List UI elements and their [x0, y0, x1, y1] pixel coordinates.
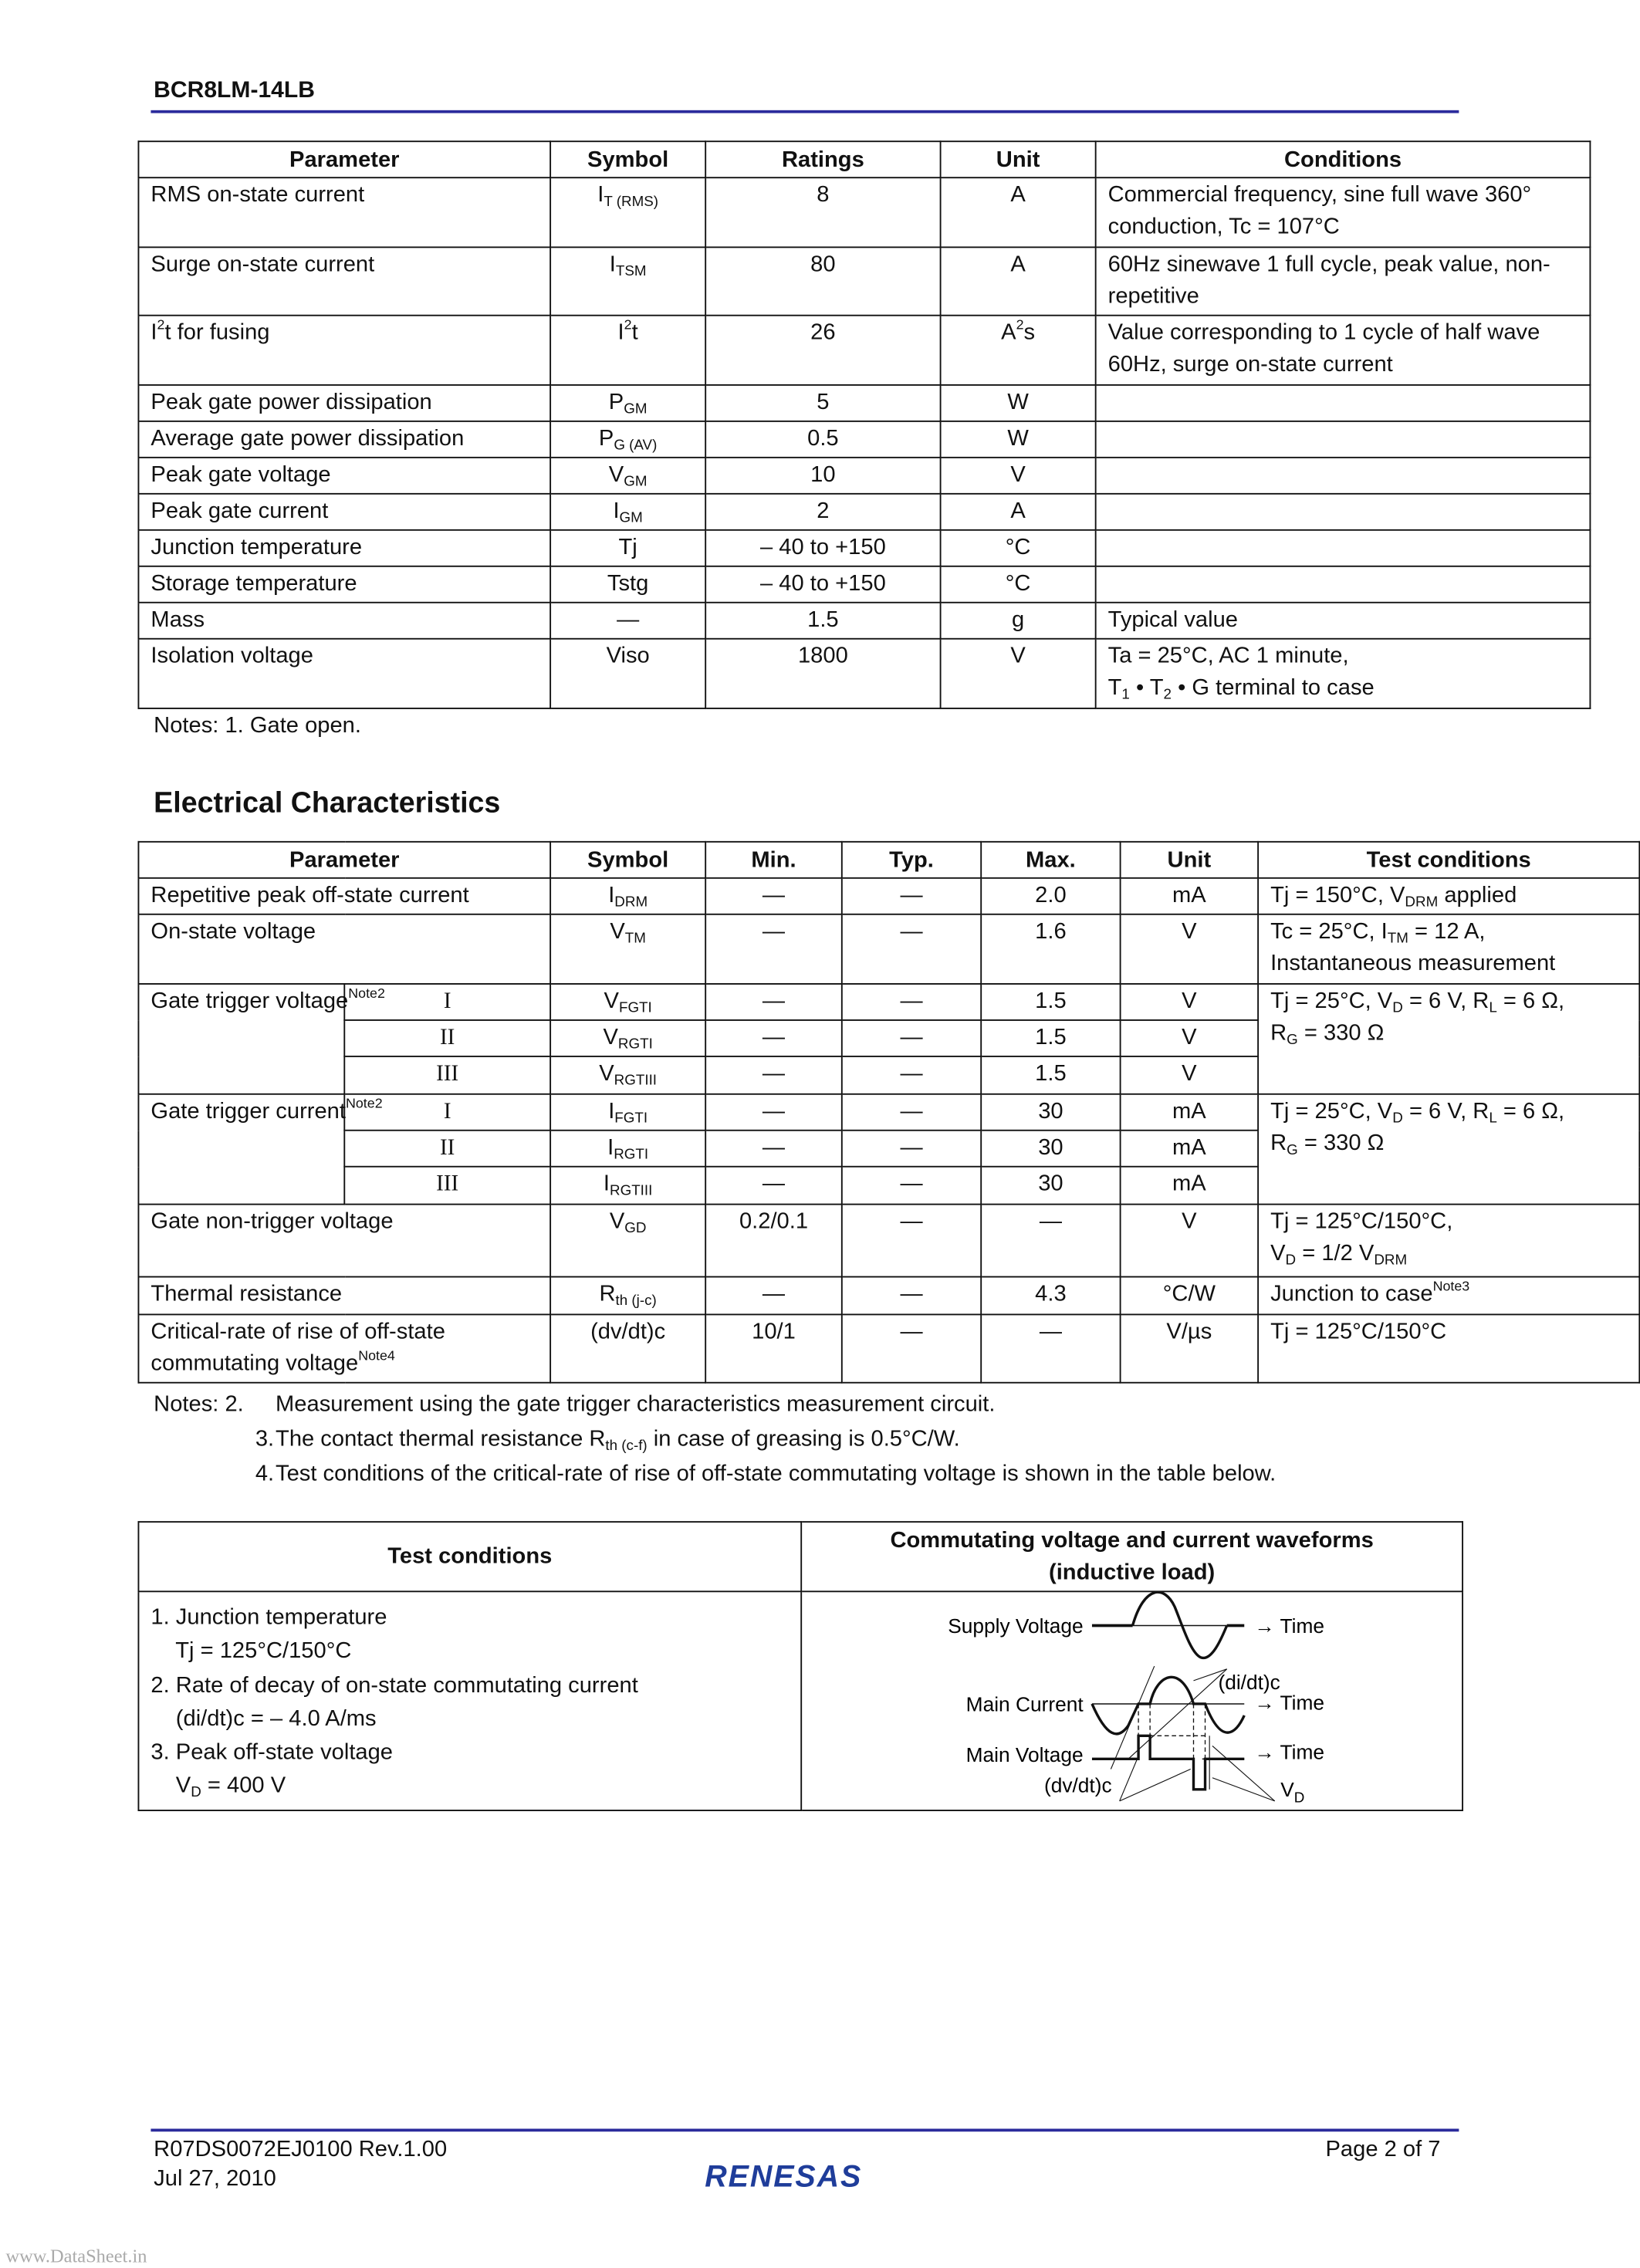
conditions: Ta = 25°C, AC 1 minute, $T_1$ • $T_2$ • G terminal to case	[1096, 639, 1591, 708]
unit: °C	[941, 530, 1096, 566]
symbol: Tstg	[550, 566, 705, 603]
column-header: Min.	[705, 842, 842, 878]
symbol: Viso	[550, 639, 705, 708]
supply-voltage-waveform	[1092, 1592, 1244, 1658]
vd-condition: $V_D = 400$ V	[150, 1774, 286, 1802]
mode: II	[344, 1131, 550, 1167]
mode: I	[344, 1094, 550, 1131]
max: 1.5	[981, 1020, 1120, 1056]
condition-line: 1. Junction temperature	[150, 1605, 387, 1631]
unit: °C	[941, 566, 1096, 603]
unit: W	[941, 421, 1096, 458]
max: 30	[981, 1131, 1120, 1167]
note	[154, 1388, 1276, 1422]
note-label: Notes: 2.	[154, 1391, 244, 1417]
column-header: Test conditions	[1258, 842, 1639, 878]
table-row	[138, 984, 1639, 1020]
max: —	[981, 1205, 1120, 1277]
symbol: $I_{GM}$	[550, 494, 705, 530]
mode: I	[344, 984, 550, 1020]
rating: 26	[705, 316, 940, 385]
condition-line: Tj = 125°C/150°C	[150, 1638, 352, 1664]
test-conditions: Tj = 25°C, $V_D = 6$ V, $R_L = 6$ Ω, $R_G = 330$ Ω	[1258, 984, 1639, 1094]
parameter: Storage temperature	[138, 566, 550, 603]
table-row	[138, 1314, 1639, 1382]
symbol: $V_{RGTIII}$	[550, 1056, 705, 1094]
header-test-conditions: Test conditions	[138, 1522, 801, 1591]
parameter: Gate non-trigger voltage	[138, 1205, 550, 1277]
max: 1.5	[981, 984, 1120, 1020]
parameter: Thermal resistance	[138, 1277, 550, 1315]
test-conditions: Tj = 150°C, $V_{DRM}$ applied	[1258, 878, 1639, 914]
document-number: R07DS0072EJ0100 Rev.1.00	[154, 2137, 448, 2162]
symbol: $V_{RGTI}$	[550, 1020, 705, 1056]
unit: V	[1121, 1205, 1259, 1277]
unit: V	[941, 458, 1096, 494]
parameter: Gate trigger voltage$^{Note2}$	[138, 984, 344, 1094]
symbol: $V_{GD}$	[550, 1205, 705, 1277]
header-waveforms: Commutating voltage and current waveforms (inductive load)	[801, 1522, 1462, 1591]
unit: A	[941, 177, 1096, 247]
unit: mA	[1121, 1167, 1259, 1205]
unit: g	[941, 603, 1096, 639]
note-text: Test conditions of the critical-rate of rise of off-state commutating voltage is shown in the table below.	[276, 1462, 1276, 1487]
table-row	[138, 247, 1590, 315]
note-label: 3.	[255, 1427, 275, 1452]
ratings-notes: Notes: 1. Gate open.	[154, 713, 361, 739]
conditions	[1096, 530, 1591, 566]
min: —	[705, 1094, 842, 1131]
waveform-svg	[802, 1592, 1463, 1811]
table-row	[138, 530, 1590, 566]
max: 1.6	[981, 914, 1120, 984]
typ: —	[842, 1020, 981, 1056]
conditions: Commercial frequency, sine full wave 360° conduction, Tc = 107°C	[1096, 177, 1591, 247]
page-number: Page 2 of 7	[1325, 2137, 1441, 2162]
max: 30	[981, 1167, 1120, 1205]
mode: III	[344, 1167, 550, 1205]
label-vd: $V_D$	[1280, 1778, 1305, 1806]
rating: – 40 to +150	[705, 530, 940, 566]
symbol: $V_{TM}$	[550, 914, 705, 984]
electrical-notes	[154, 1388, 1276, 1492]
note-text: Measurement using the gate trigger characteristics measurement circuit.	[276, 1391, 996, 1417]
label-time-1: → Time	[1254, 1614, 1325, 1638]
symbol: $I_{RGTI}$	[550, 1131, 705, 1167]
conditions	[1096, 458, 1591, 494]
column-header: Typ.	[842, 842, 981, 878]
column-header: Conditions	[1096, 141, 1591, 177]
document-date: Jul 27, 2010	[154, 2166, 276, 2192]
mode: II	[344, 1020, 550, 1056]
typ: —	[842, 1205, 981, 1277]
parameter: Peak gate voltage	[138, 458, 550, 494]
typ: —	[842, 878, 981, 914]
table-row	[138, 494, 1590, 530]
table-row	[138, 639, 1590, 708]
condition-line: 3. Peak off-state voltage	[150, 1740, 394, 1766]
table-row	[138, 177, 1590, 247]
table-row	[138, 603, 1590, 639]
label-main-current: Main Current	[965, 1692, 1084, 1716]
rating: 10	[705, 458, 940, 494]
min: 0.2/0.1	[705, 1205, 842, 1277]
test-conditions: Junction to case$^{Note3}$	[1258, 1277, 1639, 1315]
symbol: —	[550, 603, 705, 639]
column-header: Symbol	[550, 141, 705, 177]
rating: 8	[705, 177, 940, 247]
symbol: $V_{FGTI}$	[550, 984, 705, 1020]
unit: A	[941, 494, 1096, 530]
table-row	[138, 421, 1590, 458]
parameter: Peak gate current	[138, 494, 550, 530]
test-conditions: Tj = 125°C/150°C, $V_D = 1/2$ $V_{DRM}$	[1258, 1205, 1639, 1277]
symbol: $V_{GM}$	[550, 458, 705, 494]
maximum-ratings-table	[138, 140, 1591, 709]
header-rule	[150, 110, 1459, 113]
header-row	[138, 842, 1639, 878]
typ: —	[842, 1314, 981, 1382]
note-text: The contact thermal resistance $R_{th (c-f)}$ in case of greasing is 0.5°C/W.	[276, 1427, 960, 1455]
typ: —	[842, 1131, 981, 1167]
min: —	[705, 1020, 842, 1056]
symbol: $P_{GM}$	[550, 385, 705, 421]
conditions: Typical value	[1096, 603, 1591, 639]
min: —	[705, 1131, 842, 1167]
typ: —	[842, 1056, 981, 1094]
conditions: Value corresponding to 1 cycle of half wave 60Hz, surge on-state current	[1096, 316, 1591, 385]
condition-line: 2. Rate of decay of on-state commutating current	[150, 1672, 638, 1698]
condition-line: (di/dt)c = – 4.0 A/ms	[150, 1706, 377, 1732]
column-header: Unit	[1121, 842, 1259, 878]
min: —	[705, 1277, 842, 1315]
column-header: Parameter	[138, 141, 550, 177]
table-row	[138, 1094, 1639, 1131]
table-row	[138, 458, 1590, 494]
mode: III	[344, 1056, 550, 1094]
symbol: (dv/dt)c	[550, 1314, 705, 1382]
electrical-characteristics-table	[138, 841, 1640, 1384]
max: 30	[981, 1094, 1120, 1131]
table-row	[138, 385, 1590, 421]
typ: —	[842, 914, 981, 984]
parameter: Critical-rate of rise of off-state commutating voltage$^{Note4}$	[138, 1314, 550, 1382]
table-row	[138, 566, 1590, 603]
parameter: $I^2t$ for fusing	[138, 316, 550, 385]
unit: V/µs	[1121, 1314, 1259, 1382]
note	[154, 1457, 1276, 1492]
min: —	[705, 878, 842, 914]
label-time-2: → Time	[1254, 1691, 1325, 1715]
max: —	[981, 1314, 1120, 1382]
parameter: Gate trigger current$^{Note2}$	[138, 1094, 344, 1205]
conditions: 60Hz sinewave 1 full cycle, peak value, non-repetitive	[1096, 247, 1591, 315]
column-header: Ratings	[705, 141, 940, 177]
unit: V	[1121, 1056, 1259, 1094]
symbol: $I_{T (RMS)}$	[550, 177, 705, 247]
symbol: Tj	[550, 530, 705, 566]
symbol: $R_{th (j-c)}$	[550, 1277, 705, 1315]
unit: V	[941, 639, 1096, 708]
renesas-logo: RENESAS	[705, 2160, 863, 2195]
column-header: Parameter	[138, 842, 550, 878]
parameter: Peak gate power dissipation	[138, 385, 550, 421]
max: 2.0	[981, 878, 1120, 914]
rating: 1.5	[705, 603, 940, 639]
unit: $A^2s$	[941, 316, 1096, 385]
watermark: www.DataSheet.in	[5, 2244, 147, 2267]
commutation-test-table	[138, 1521, 1463, 1811]
conditions	[1096, 385, 1591, 421]
column-header: Max.	[981, 842, 1120, 878]
typ: —	[842, 984, 981, 1020]
typ: —	[842, 1094, 981, 1131]
unit: V	[1121, 984, 1259, 1020]
table-row	[138, 1277, 1639, 1315]
unit: mA	[1121, 878, 1259, 914]
typ: —	[842, 1277, 981, 1315]
unit: A	[941, 247, 1096, 315]
max: 4.3	[981, 1277, 1120, 1315]
header-row	[138, 141, 1590, 177]
max: 1.5	[981, 1056, 1120, 1094]
unit: V	[1121, 914, 1259, 984]
symbol: $I_{FGTI}$	[550, 1094, 705, 1131]
parameter: Mass	[138, 603, 550, 639]
waveform-diagram	[801, 1591, 1462, 1810]
min: 10/1	[705, 1314, 842, 1382]
symbol: $P_{G (AV)}$	[550, 421, 705, 458]
note-label: 4.	[255, 1462, 275, 1487]
table-row	[138, 878, 1639, 914]
rating: 0.5	[705, 421, 940, 458]
symbol: $I^2t$	[550, 316, 705, 385]
conditions	[1096, 421, 1591, 458]
label-supply-voltage: Supply Voltage	[948, 1614, 1084, 1638]
symbol: $I_{DRM}$	[550, 878, 705, 914]
column-header: Symbol	[550, 842, 705, 878]
unit: mA	[1121, 1094, 1259, 1131]
table-row	[138, 1205, 1639, 1277]
parameter: Repetitive peak off-state current	[138, 878, 550, 914]
test-conditions-list	[138, 1591, 801, 1810]
unit: V	[1121, 1020, 1259, 1056]
parameter: On-state voltage	[138, 914, 550, 984]
main-voltage-waveform	[1092, 1736, 1275, 1801]
parameter: Surge on-state current	[138, 247, 550, 315]
footer-rule	[150, 2129, 1459, 2132]
parameter: RMS on-state current	[138, 177, 550, 247]
rating: 80	[705, 247, 940, 315]
column-header: Unit	[941, 141, 1096, 177]
min: —	[705, 984, 842, 1020]
symbol: $I_{RGTIII}$	[550, 1167, 705, 1205]
min: —	[705, 914, 842, 984]
table-row	[138, 914, 1639, 984]
parameter: Isolation voltage	[138, 639, 550, 708]
parameter: Average gate power dissipation	[138, 421, 550, 458]
unit: °C/W	[1121, 1277, 1259, 1315]
rating: 5	[705, 385, 940, 421]
unit: mA	[1121, 1131, 1259, 1167]
note	[154, 1422, 1276, 1457]
min: —	[705, 1056, 842, 1094]
label-didt: (di/dt)c	[1218, 1671, 1280, 1695]
label-time-3: → Time	[1254, 1740, 1325, 1764]
test-conditions: Tc = 25°C, $I_{TM} = 12$ A, Instantaneous measurement	[1258, 914, 1639, 984]
section-title: Electrical Characteristics	[154, 787, 501, 820]
parameter: Junction temperature	[138, 530, 550, 566]
typ: —	[842, 1167, 981, 1205]
min: —	[705, 1167, 842, 1205]
rating: – 40 to +150	[705, 566, 940, 603]
label-main-voltage: Main Voltage	[965, 1743, 1084, 1767]
label-dvdt: (dv/dt)c	[1043, 1773, 1112, 1797]
test-conditions: Tj = 125°C/150°C	[1258, 1314, 1639, 1382]
unit: W	[941, 385, 1096, 421]
table-row	[138, 316, 1590, 385]
rating: 1800	[705, 639, 940, 708]
symbol: $I_{TSM}$	[550, 247, 705, 315]
conditions	[1096, 566, 1591, 603]
test-conditions: Tj = 25°C, $V_D = 6$ V, $R_L = 6$ Ω, $R_G = 330$ Ω	[1258, 1094, 1639, 1205]
document-title: BCR8LM-14LB	[154, 78, 315, 103]
conditions	[1096, 494, 1591, 530]
rating: 2	[705, 494, 940, 530]
